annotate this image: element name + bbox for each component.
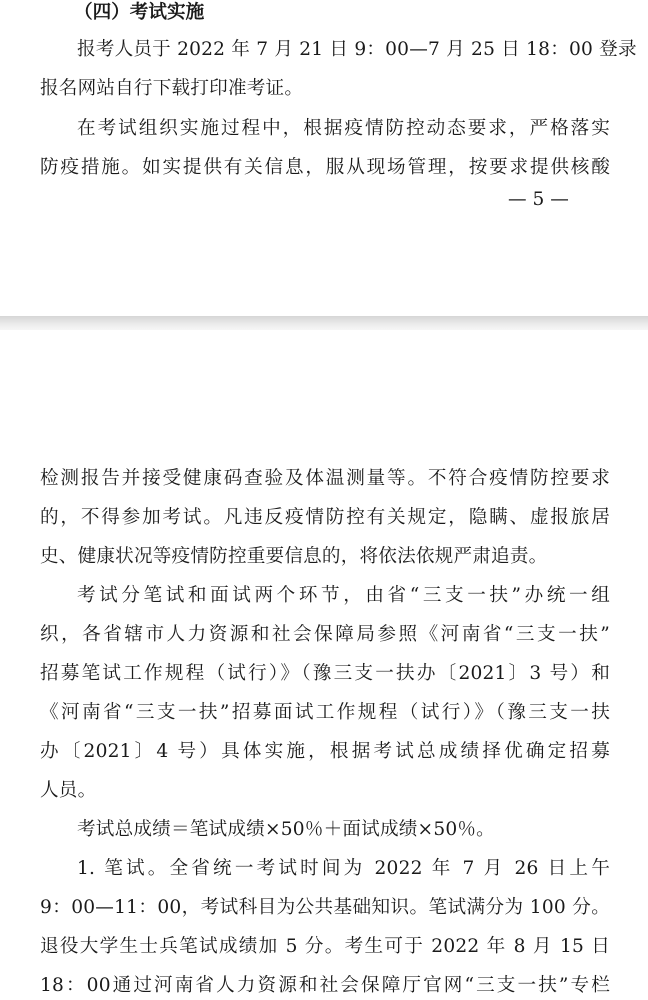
page-separator [0,316,648,330]
paragraph-line: 史、健康状况等疫情防控重要信息的，将依法依规严肃追责。 [40,546,548,567]
paragraph-line: 18：00通过河南省人力资源和社会保障厅官网“三支一扶”专栏 [40,975,610,996]
paragraph-line: 1. 笔试。全省统一考试时间为 2022 年 7 月 26 日上午 [77,858,610,879]
section-heading: （四）考试实施 [74,2,205,23]
paragraph-line: 防疫措施。如实提供有关信息，服从现场管理，按要求提供核酸 [40,157,610,178]
paragraph-line: 在考试组织实施过程中，根据疫情防控动态要求，严格落实 [77,118,610,139]
paragraph-line: 9：00—11：00，考试科目为公共基础知识。笔试满分为 100 分。 [40,897,610,918]
paragraph-line: 织，各省辖市人力资源和社会保障局参照《河南省“三支一扶” [40,624,610,645]
paragraph-line: 办〔2021〕4 号）具体实施，根据考试总成绩择优确定招募 [40,741,610,762]
paragraph-line: 报名网站自行下载打印准考证。 [40,78,304,99]
paragraph-line: 人员。 [40,780,97,801]
paragraph-line: 考试分笔试和面试两个环节，由省“三支一扶”办统一组 [77,585,610,606]
document-page-top [0,0,648,316]
formula-line: 考试总成绩＝笔试成绩×50％＋面试成绩×50％。 [77,819,495,840]
paragraph-line: 报考人员于 2022 年 7 月 21 日 9：00—7 月 25 日 18：00 登录 [77,39,637,60]
document-page-bottom [0,330,648,1000]
paragraph-line: 招募笔试工作规程（试行）》（豫三支一扶办〔2021〕3 号）和 [40,663,610,684]
paragraph-line: 检测报告并接受健康码查验及体温测量等。不符合疫情防控要求 [40,468,610,489]
paragraph-line: 《河南省“三支一扶”招募面试工作规程（试行）》（豫三支一扶 [40,702,610,723]
page-number: — 5 — [508,189,569,210]
paragraph-line: 退役大学生士兵笔试成绩加 5 分。考生可于 2022 年 8 月 15 日 [40,936,610,957]
paragraph-line: 的，不得参加考试。凡违反疫情防控有关规定，隐瞒、虚报旅居 [40,507,610,528]
